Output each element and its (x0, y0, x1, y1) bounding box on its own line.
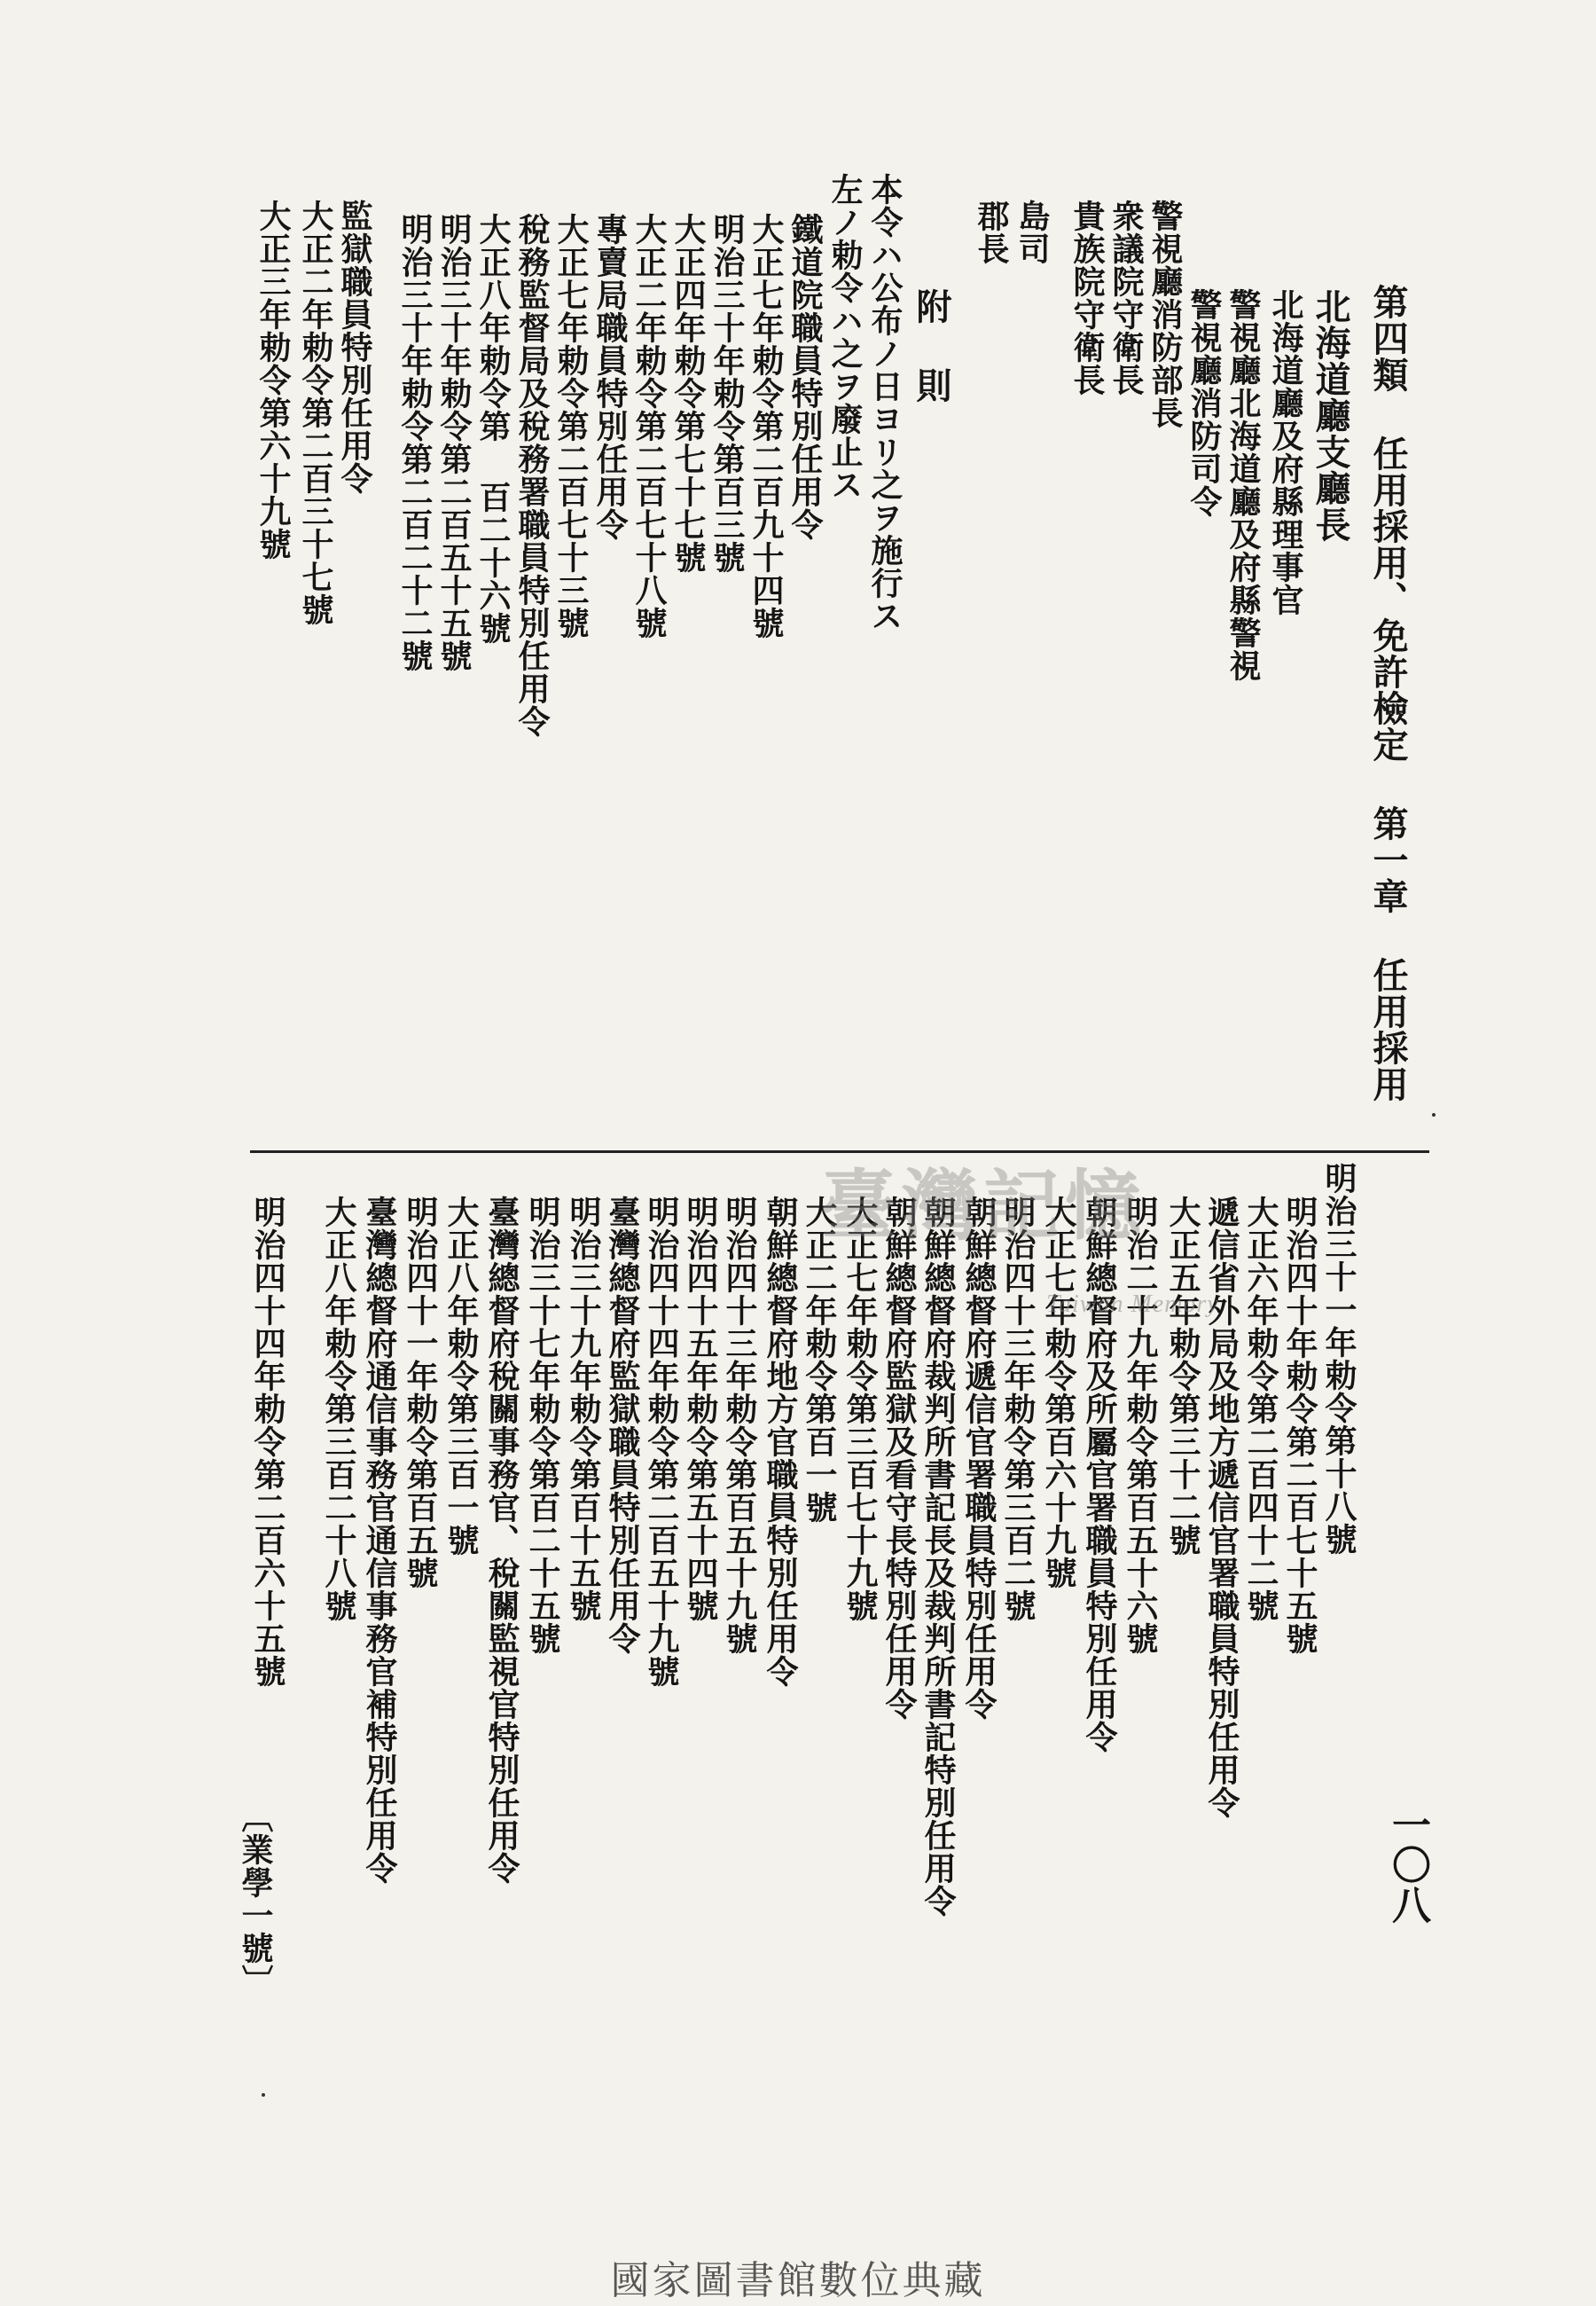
text-column: 朝鮮總督府監獄及看守長特別任用令 (880, 1196, 918, 1721)
text-column: 明治三十九年勅令第百十五號 (565, 1196, 602, 1622)
text-column: 朝鮮總督府遞信官署職員特別任用令 (960, 1196, 998, 1721)
text-column: 明治三十一年勅令第十八號 (1320, 1162, 1357, 1556)
text-column: 稅務監督局及稅務署職員特別任用令 (513, 213, 551, 738)
text-column: 本令ハ公布ノ日ヨリ之ヲ施行ス (866, 173, 904, 632)
text-column: 朝鮮總督府及所屬官署職員特別任用令 (1081, 1196, 1118, 1753)
text-column: 明治三十年勅令第二百五十五號 (435, 213, 473, 672)
scan-speck (1432, 1113, 1436, 1117)
text-column: 明治四十四年勅令第二百五十九號 (643, 1196, 680, 1688)
text-column: 臺灣總督府監獄職員特別任用令 (604, 1196, 641, 1655)
text-column: 明治四十三年勅令第百五十九號 (721, 1196, 758, 1655)
text-column: 大正三年勅令第六十九號 (254, 200, 292, 561)
page-header: 第四類 任用採用、免許檢定 第一章 任用採用 (1367, 284, 1409, 1102)
text-column: 大正六年勅令第二百四十二號 (1242, 1196, 1279, 1622)
text-column: 朝鮮總督府裁判所書記長及裁判所書記特別任用令 (919, 1196, 957, 1918)
document-mark: 〔業學一號〕 (237, 1800, 274, 1997)
text-column: 臺灣總督府通信事務官通信事務官補特別任用令 (361, 1196, 398, 1885)
text-column: 明治四十五年勅令第五十四號 (682, 1196, 719, 1622)
archive-footer: 國家圖書館數位典藏 (610, 2258, 986, 2303)
text-column: 大正八年勅令第三百一號 (442, 1196, 480, 1557)
text-column: 警視廳消防司令 (1185, 288, 1223, 518)
text-column: 衆議院守衛長 (1107, 200, 1145, 396)
text-column: 明治四十三年勅令第三百二號 (999, 1196, 1037, 1622)
text-column: 大正二年勅令第二百三十七號 (297, 200, 334, 626)
text-column: 大正八年勅令第 百二十六號 (474, 213, 512, 645)
text-column: 明治三十七年勅令第百二十五號 (524, 1196, 561, 1655)
text-column: 北海道廳及府縣理事官 (1267, 288, 1304, 616)
text-column: 大正二年勅令第二百七十八號 (630, 213, 668, 639)
text-column: 明治四十四年勅令第二百六十五號 (249, 1196, 286, 1688)
text-column: 左ノ勅令ハ之ヲ廢止ス (826, 173, 864, 501)
text-column: 大正二年勅令第百一號 (801, 1196, 838, 1524)
watermark-subtitle: Taiwan Memory (1046, 1290, 1219, 1318)
watermark-logo: 臺灣記憶 (820, 1161, 1146, 1251)
text-column: 專賣局職員特別任用令 (591, 213, 629, 541)
text-column: 北海道廳支廳長 (1310, 288, 1351, 543)
text-column: 臺灣總督府稅關事務官、稅關監視官特別任用令 (483, 1196, 520, 1885)
page-number: 一〇八 (1385, 1805, 1430, 1925)
text-column: 明治二十九年勅令第百五十六號 (1122, 1196, 1159, 1655)
text-column: 鐵道院職員特別任用令 (786, 213, 824, 541)
text-column: 明治三十年勅令第二百二十二號 (396, 213, 434, 672)
text-column: 貴族院守衛長 (1068, 200, 1106, 396)
scan-speck (262, 2093, 265, 2097)
text-column: 明治三十年勅令第百三號 (708, 213, 746, 574)
text-column: 遞信省外局及地方遞信官署職員特別任用令 (1203, 1196, 1240, 1819)
text-column: 郡長 (973, 200, 1010, 265)
section-heading: 附 則 (911, 288, 952, 404)
text-column: 明治四十一年勅令第百五號 (402, 1196, 439, 1589)
text-column: 警視廳消防部長 (1146, 200, 1184, 429)
text-column: 大正八年勅令第三百二十八號 (320, 1196, 357, 1622)
text-column: 警視廳北海道廳及府縣警視 (1224, 288, 1262, 682)
text-column: 明治四十年勅令第二百七十五號 (1281, 1196, 1318, 1655)
text-column: 大正七年勅令第二百九十四號 (747, 213, 785, 639)
text-column: 大正七年勅令第百六十九號 (1040, 1196, 1077, 1589)
text-column: 大正五年勅令第三十二號 (1164, 1196, 1201, 1557)
text-column: 大正七年勅令第三百七十九號 (841, 1196, 879, 1622)
text-column: 島司 (1013, 200, 1051, 265)
text-column: 朝鮮總督府地方官職員特別任用令 (762, 1196, 799, 1688)
text-column: 大正四年勅令第七十七號 (669, 213, 707, 574)
text-column: 監獄職員特別任用令 (336, 200, 373, 495)
text-column: 大正七年勅令第二百七十三號 (552, 213, 590, 639)
